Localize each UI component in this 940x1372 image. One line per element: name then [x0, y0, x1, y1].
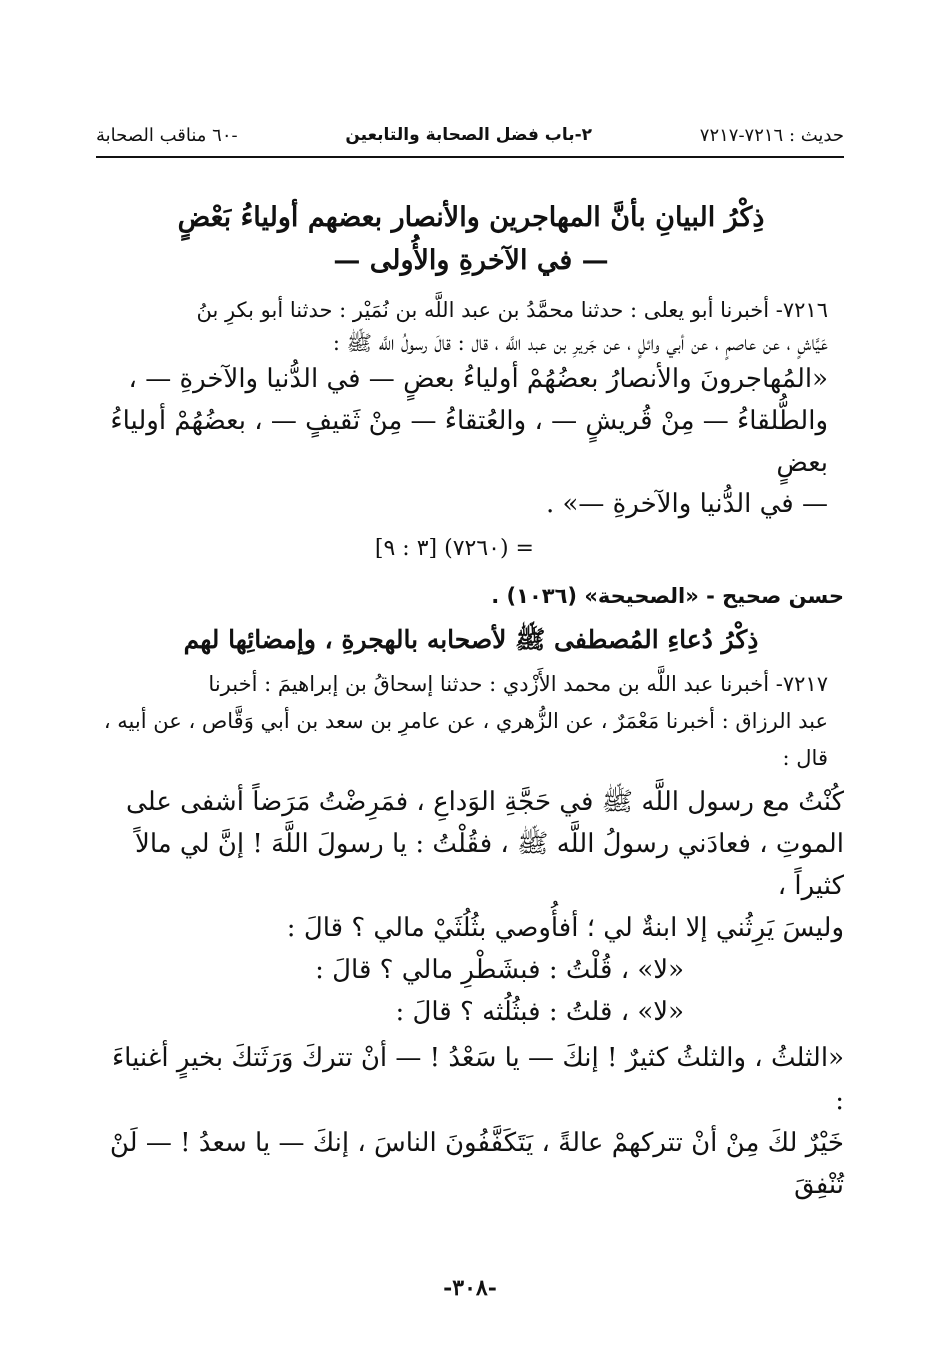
section-title-1-line1: ذِكْرُ البيانِ بأنَّ المهاجرين والأنصار بعضهم أولياءُ بَعْضٍ — [177, 202, 765, 233]
matn-7217 — [98, 781, 844, 949]
section-title-2: ذِكْرُ دُعاءِ المُصطفى ﷺ لأصحابه بالهجرةِ ، وإمضائِها لهم — [183, 625, 759, 655]
isnad-7216-line2: عَيَّاشٍ ، عن عاصمٍ ، عن أبي وائلٍ ، عن جَريرِ بن عبد اللَّه ، قال : قالَ رسولُ اللَّه ﷺ : — [332, 330, 828, 355]
section-title-1 — [98, 196, 844, 282]
isnad-7217-line2: عبد الرزاق : أخبرنا مَعْمَرٌ ، عن الزُّهري ، عن عامرِ بن سعد بن أبي وَقَّاص ، عن أبيه ، — [103, 709, 828, 734]
cross-reference-7216: = (٧٢٦٠) [٣ : ٩] — [374, 535, 534, 561]
matn-7217-line6: «الثلثُ ، والثلثُ كثيرٌ ! إنكَ — يا سَعْدُ ! — أنْ تتركَ وَرَثَتكَ بخيرٍ أغنياءَ : — [111, 1043, 844, 1116]
grading-7216: حسن صحيح - «الصحيحة» (١٠٣٦) . — [491, 583, 844, 608]
isnad-7216-line1: ٧٢١٦- أخبرنا أبو يعلى : حدثنا محمَّدُ بن عبد اللَّه بن نُمَيْر : حدثنا أبو بكرِ بنُ — [196, 298, 828, 323]
isnad-7217-line3: قال : — [782, 745, 828, 770]
matn-7217-continued — [98, 1037, 844, 1205]
matn-7217-line2: الموتِ ، فعادَني رسولُ اللَّه ﷺ ، فقُلْتُ : يا رسولَ اللَّهَ ! إنَّ لي مالاً كثيراً ، — [134, 828, 844, 901]
matn-7217-line1: كُنْتُ مع رسول اللَّه ﷺ في حَجَّةِ الوَداعِ ، فمَرِضْتُ مَرَضاً أشفى على — [126, 786, 844, 817]
isnad-7217-line1: ٧٢١٧- أخبرنا عبد اللَّه بن محمد الأَزْدي : حدثنا إسحاقُ بن إبراهيمَ : أخبرنا — [208, 672, 828, 697]
matn-7216-line2: والطُّلقاءُ — مِنْ قُريشٍ — ، والعُتقاءُ — مِنْ ثَقيفٍ — ، بعضُهُمْ أولياءُ بعضٍ — [110, 406, 828, 478]
matn-7217-line3: وليسَ يَرِثُني إلا ابنةٌ لي ؛ أفأُوصي بثُلُثَيْ مالي ؟ قالَ : — [286, 913, 844, 944]
isnad-7217 — [98, 666, 844, 776]
header-section: ٢-باب فضل الصحابة والتابعين — [345, 125, 593, 145]
header-rule — [96, 156, 844, 158]
running-header — [96, 118, 844, 152]
matn-7216 — [98, 359, 844, 525]
matn-7217-line4: «لا» ، قُلْتُ : فبشَطْرِ مالي ؟ قالَ : — [315, 955, 684, 986]
section-title-1-line2: — في الآخرةِ والأُولى — — [333, 245, 609, 277]
page-number: -٣٠٨- — [443, 1275, 497, 1301]
matn-7216-line1: «المُهاجرونَ والأنصارُ بعضُهُمْ أولياءُ بعضٍ — في الدُّنيا والآخرةِ — ، — [128, 364, 828, 395]
matn-7216-line3: — في الدُّنيا والآخرةِ —» . — [545, 489, 828, 520]
header-chapter: -٦٠ مناقب الصحابة — [96, 124, 238, 146]
isnad-7216 — [98, 294, 844, 359]
page-body — [98, 196, 844, 1206]
matn-7217-line7: خَيْرٌ لكَ مِنْ أنْ تتركهمْ عالةً ، يَتَكَفَّفُونَ الناسَ ، إنكَ — يا سعدُ ! — لَنْ تُنْفِقَ — [109, 1127, 844, 1200]
matn-7217-line5: «لا» ، قلتُ : فبثُلُثه ؟ قالَ : — [395, 997, 684, 1028]
header-hadith-range: حديث : ٧٢١٦-٧٢١٧ — [699, 124, 844, 146]
